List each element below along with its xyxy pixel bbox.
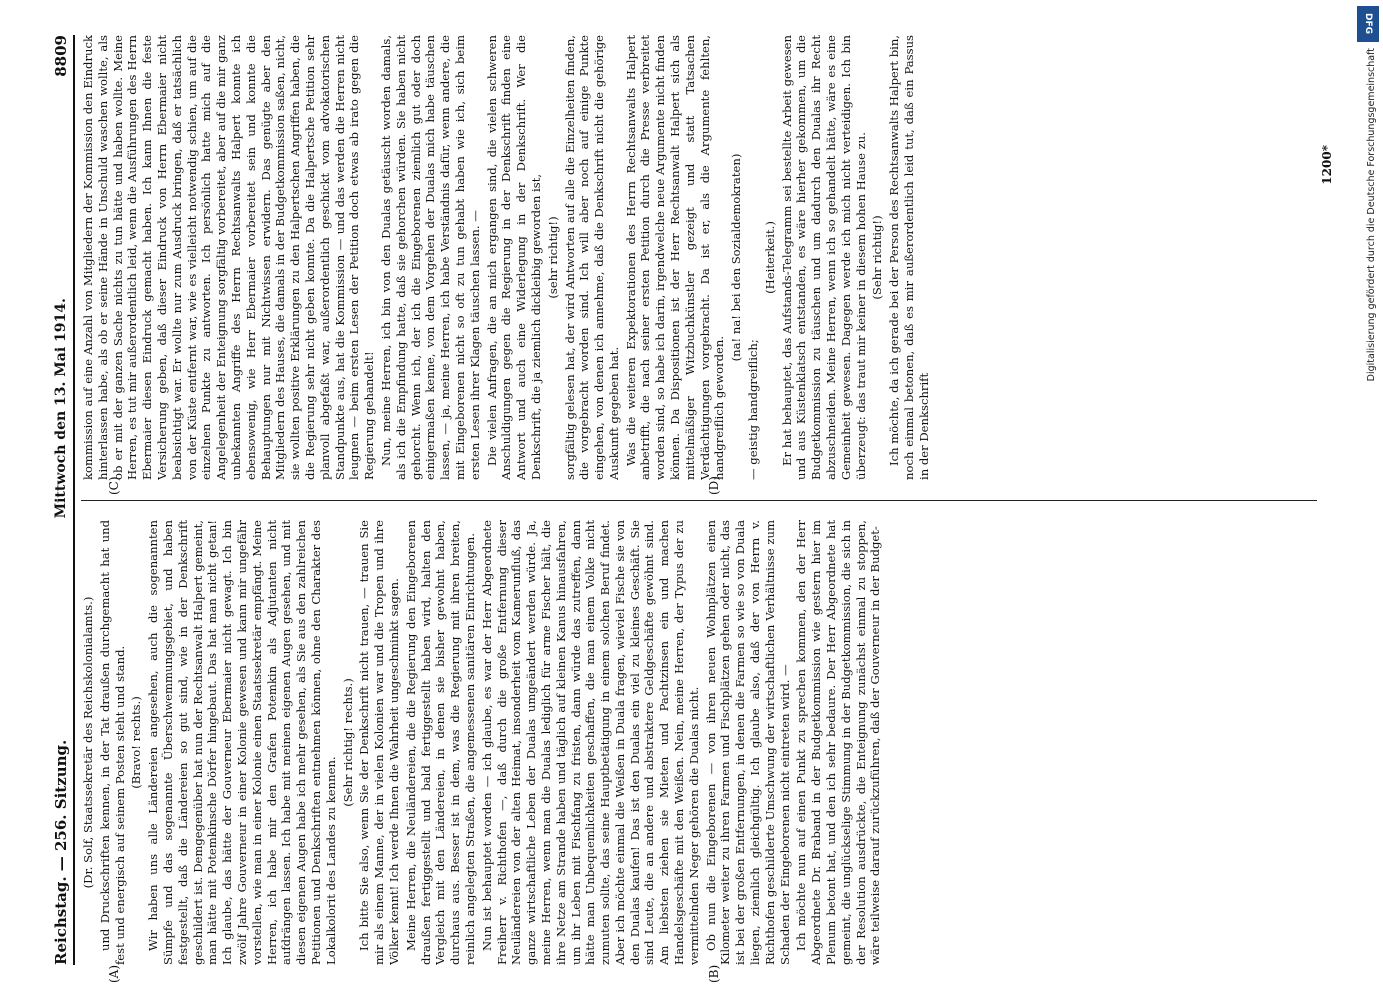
right-paragraph: (na! na! bei den Sozialdemokraten) (728, 153, 743, 362)
header-left: Reichstag. — 256. Sitzung. (51, 739, 70, 965)
right-paragraph: (sehr richtig!) (545, 216, 560, 299)
left-paragraph: (Bravo! rechts.) (128, 696, 143, 789)
header-center: Mittwoch den 13. Mai 1914. (52, 298, 69, 519)
page-header (47, 35, 69, 965)
digitization-strip (1353, 0, 1383, 1000)
page-number: 8809 (51, 35, 70, 77)
right-paragraph: — geistig handgreiflich; (745, 339, 760, 480)
header-rule (73, 35, 75, 965)
speaker-line: (Dr. Solf, Staatssekretär des Reichskolonialamts.) (80, 596, 95, 889)
margin-marker-a: (A) (106, 964, 121, 983)
right-paragraph: Ich möchte, da ich gerade bei der Person des Rechtsanwalts Halpert bin, noch einmal betonen, daß es mir außerordentlich leid tut, daß ein Passus in der Denkschrift (886, 35, 931, 480)
left-paragraph: Nun ist behauptet worden — ich glaube, es war der Herr Abgeordnete Freiherr v. Richthofen —, daß durch die große Entfernung dieser Neuländereien von der alten Heimat, insonderheit vom Kamerunfluß, das ganze wirtschaftliche Leben der Dualas umgeändert werden würde. Ja, meine Herren, wenn man die Dualas lediglich für arme Fischer hält, die ihre Netze am Strande haben und täglich auf kleinen Kanus hinausfahren, um ihr Leben mit Fischfang zu fristen, dann würde das zutreffen, dann hätte man Unbequemlichkeiten geschaffen, die man einem Volke nicht zumuten sollte, das seine Hauptbetätigung in einem solchen Beruf findet. Aber ich möchte einmal die Weißen in Duala fragen, wieviel Fische sie von den Dualas kaufen! Das ist den Dualas ein viel zu kleines Geschäft. Sie sind Leute, die an andere und abstraktere Geldgeschäfte gewöhnt sind. Am liebsten ziehen sie Mieten und Pachtzinsen ein und machen Handelsgeschäfte mit den Weißen. Nein, meine Herren, der Typus der zu vermittelnden Neger gehören die Dualas nicht. (479, 520, 701, 965)
right-paragraph: (Heiterkeit.) (762, 221, 777, 294)
right-paragraph: kommission auf eine Anzahl von Mitgliedern der Kommission den Eindruck hinterlassen habe, als ob er seine Hände in Unschuld waschen wollte, als ob er mit der ganzen Sache nichts zu tun hätte und haben wollte. Meine Herren, es tut mir außerordentlich leid, wenn die Ausführungen des Herrn Ebermaier diesen Eindruck gemacht haben. Ich kann Ihnen die feste Versicherung geben, daß dieser Eindruck von Herrn Ebermaier nicht beabsichtigt war. Er wollte nur zum Ausdruck bringen, daß er tatsächlich von der Küste entfernt war, wie es vielleicht notwendig schien, um auf die einzelnen Punkte zu antworten. Ich persönlich hatte mich auf die Angelegenheit der Enteignung sorgfältig vorbereitet, aber auf die mir ganz unbekannten Angriffe des Herrn Rechtsanwalts Halpert konnte ich ebensowenig, wie Herr Ebermaier vorbereitet sein und konnte die Behauptungen nur mit Nichtwissen erwidern. Das genügte aber den Mitgliedern des Hauses, die damals in der Budgetkommission saßen, nicht, sie wollten positive Erklärungen zu den Halpertschen Angriffen haben, die die Regierung sehr nicht geben konnte. Da die Halpertsche Petition sehr planvoll abgefaßt war, außerordentlich geschickt vom advokatorischen Standpunkte aus, hat die Kommission — und das werden die Herren nicht leugnen — beim ersten Lesen der Petition doch etwas ab irato gegen die Regierung gehandelt! (80, 35, 376, 480)
right-paragraph: Nun, meine Herren, ich bin von den Dualas getäuscht worden damals, als ich die Empfindung hatte, daß sie gehorchen würden. Sie haben nicht gehorcht. Wenn ich, der ich die Eingeborenen ziemlich gut oder doch einigermaßen kenne, von dem Vorgehen der Dualas mich habe täuschen lassen, — ja, meine Herren, ich habe Verständnis dafür, wenn andere, die mit Eingeborenen nicht so oft zu tun gehabt haben wie ich, sich beim ersten Lesen ihrer Klagen täuschen lassen. — (378, 35, 482, 480)
margin-marker-c: (C) (106, 476, 121, 495)
digitization-note: Digitalisierung gefördert durch die Deutsche Forschungsgemeinschaft (1366, 48, 1377, 382)
left-paragraph: Ich bitte Sie also, wenn Sie der Denkschrift nicht trauen, — trauen Sie mir als einem Manne, der in vielen Kolonien war und die Tropen und ihre Völker kennt! Ich werde Ihnen die Wahrheit ungeschminkt sagen. (356, 520, 401, 965)
right-paragraph: Die vielen Anfragen, die an mich ergangen sind, die vielen schweren Anschuldigungen gegen die Regierung in der Denkschrift finden eine Antwort und auch eine Widerlegung in der Denkschrift. Wer die Denkschrift, die ja ziemlich dickleibig geworden ist, (484, 35, 543, 480)
left-paragraph: Meine Herren, die Neuländereien, die die Regierung den Eingeborenen draußen fertiggestellt und bald fertiggestellt haben wird, halten den Vergleich mit den Ländereien, in denen sie bisher gewohnt haben, durchaus aus. Besser ist in dem, was die Regierung mit ihren breiten, reinlich angelegten Straßen, die angemessenen sanitären Einrichtungen. (403, 520, 477, 965)
right-paragraph: Er hat behauptet, das Aufstands-Telegramm sei bestellte Arbeit gewesen und aus Küstenklatsch entstanden, es wäre hierher gekommen, um die Budgetkommission zu täuschen und um dadurch den Dualas ihr Recht abzuschneiden. Meine Herren, wenn ich so gehandelt hätte, wäre es eine Gemeinheit gewesen. Dagegen werde ich mich nicht verteidigen. Ich bin überzeugt: das traut mir keiner in diesem hohen Hause zu. (779, 35, 868, 480)
right-paragraph: Was die weiteren Expektorationen des Herrn Rechtsanwalts Halpert anbetrifft, die nach seiner ersten Petition durch die Presse verbreitet worden sind, so habe ich darin, irgendwelche neue Argumente nicht finden können. Da Dispositionen ist der Herr Rechtsanwalt Halpert sich als mittelmäßiger Witzbuchkünstler gezeigt und statt Tatsachen Verdächtigungen vorgebracht. Da ist er, als die Argumente fehlten, handgreiflich geworden. (623, 35, 726, 480)
right-paragraph: (Sehr richtig!) (869, 215, 884, 300)
margin-marker-b: (B) (706, 964, 721, 983)
left-paragraph: (Sehr richtig! rechts.) (340, 678, 355, 807)
dfg-logo: DFG (1357, 6, 1379, 42)
left-column (81, 520, 1317, 965)
left-paragraph: Ob nun die Eingeborenen — von ihren neuen Wohnplätzen einen Kilometer weiter zu ihren Farmen und Fischplätzen gehen oder nicht, das ist bei der großen Entfernungen, in denen die Farmen so wie so von Duala liegen, ziemlich gleichgültig. Ich glaube also, daß der von Herrn v. Richthofen geschilderte Umschwung der wirtschaftlichen Verhältnisse zum Schaden der Eingeborenen nicht eintreten wird. — (703, 520, 792, 965)
right-column (81, 35, 1317, 480)
rotated-page-content (47, 35, 1337, 983)
left-paragraph: und Druckschriften kennen, in der Tat draußen durchgemacht hat und fest und energisch auf seinem Posten steht und stand. (97, 520, 127, 965)
left-paragraph: Ich möchte nun auf einen Punkt zu sprechen kommen, den der Herr Abgeordnete Dr. Braband in der Budgetkommission wie gestern hier im Plenum betont hat, und den ich sehr bedaure. Der Herr Abgeordnete hat gemeint, die unglückselige Stimmung in der Budgetkommission, die sich in der Resolution ausdrückte, die Enteignung zunächst einmal zu stoppen, wäre teilweise darauf zurückzuführen, daß der Gouverneur in der Budget- (793, 520, 882, 965)
margin-marker-d: (D) (706, 476, 721, 495)
column-separator (81, 500, 1317, 501)
left-paragraph: Wir haben uns alle Ländereien angesehen, auch die sogenannten Sümpfe und das sogenannte Überschwemmungsgebiet, und haben festgestellt, daß die Ländereien so gut sind, wie in der Denkschrift geschildert ist. Demgegenüber hat nun der Rechtsanwalt Halpert gemeint, man hätte mit Potemkinsche Dörfer hingebaut. Das hat man nicht getan! Ich glaube, das hätte der Gouverneur Ebermaier nicht gewagt. Ich bin zwölf Jahre Gouverneur in einer Kolonie gewesen und kann mir ungefähr vorstellen, wie man in einer Kolonie einen Staatssekretär empfängt. Meine Herren, ich habe mir den Grafen Potemkin als Adjutanten nicht aufdrängen lassen. Ich habe mit meinen eigenen Augen gesehen, und mit diesen eigenen Augen habe ich mehr gesehen, als Sie aus den zahlreichen Petitionen und Denkschriften entnehmen können, ohne den Charakter des Lokalkolorit des Landes zu kennen. (145, 520, 338, 965)
signature-mark: 1200* (1319, 145, 1334, 185)
right-paragraph: sorgfältig gelesen hat, der wird Antworten auf alle die Einzelheiten finden, die vorgebracht worden sind. Ich will aber noch auf einige Punkte eingehen, von denen ich annehme, daß die Denkschrift nicht die gehörige Auskunft gegeben hat. (562, 35, 621, 480)
